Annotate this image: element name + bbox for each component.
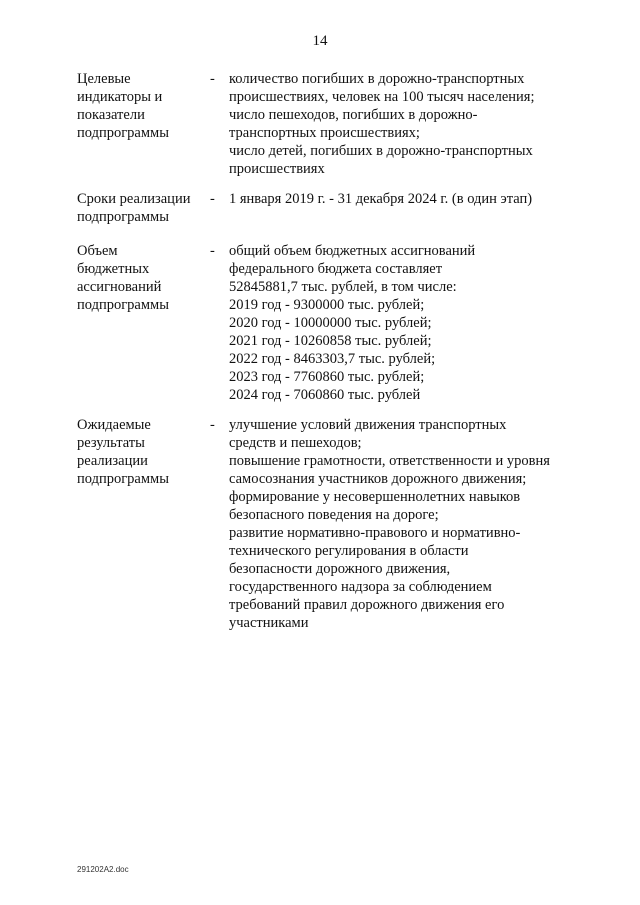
page-number: 14 <box>312 33 328 49</box>
section-label <box>77 416 202 488</box>
content-line: 2019 год - 9300000 тыс. рублей; <box>229 297 425 313</box>
content-line: количество погибших в дорожно-транспортных <box>229 71 525 87</box>
label-line: Сроки реализации <box>77 191 191 207</box>
content-line: государственного надзора за соблюдением <box>229 579 492 595</box>
content-line: 2021 год - 10260858 тыс. рублей; <box>229 333 432 349</box>
content-line: средств и пешеходов; <box>229 435 362 451</box>
section-dash: - <box>210 191 215 207</box>
label-line: результаты <box>77 435 145 451</box>
label-line: показатели <box>77 107 145 123</box>
content-line: самосознания участников дорожного движения; <box>229 471 527 487</box>
content-line: 2022 год - 8463303,7 тыс. рублей; <box>229 351 436 367</box>
label-line: бюджетных <box>77 261 150 277</box>
section-dash: - <box>210 71 215 87</box>
content-line: участниками <box>229 615 309 631</box>
section-content <box>229 242 569 404</box>
content-line: 52845881,7 тыс. рублей, в том числе: <box>229 279 457 295</box>
section-dash: - <box>210 417 215 433</box>
content-line: 2024 год - 7060860 тыс. рублей <box>229 387 421 403</box>
label-line: подпрограммы <box>77 297 169 313</box>
content-line: безопасности дорожного движения, <box>229 561 451 577</box>
section-dash: - <box>210 243 215 259</box>
content-line: федерального бюджета составляет <box>229 261 443 277</box>
label-line: подпрограммы <box>77 125 169 141</box>
content-line: формирование у несовершеннолетних навыков <box>229 489 521 505</box>
content-line: технического регулирования в области <box>229 543 469 559</box>
content-line: общий объем бюджетных ассигнований <box>229 243 476 259</box>
label-line: индикаторы и <box>77 89 163 105</box>
label-line: реализации <box>77 453 148 469</box>
label-line: ассигнований <box>77 279 162 295</box>
content-line: улучшение условий движения транспортных <box>229 417 507 433</box>
label-line: Целевые <box>77 71 131 87</box>
content-line: развитие нормативно-правового и нормативно- <box>229 525 521 541</box>
label-line: Объем <box>77 243 118 259</box>
content-line: происшествиях, человек на 100 тысяч населения; <box>229 89 535 105</box>
content-line: число детей, погибших в дорожно-транспортных <box>229 143 533 159</box>
section-label <box>77 242 202 314</box>
section-content <box>229 416 569 632</box>
content-line: транспортных происшествиях; <box>229 125 420 141</box>
content-line: безопасного поведения на дороге; <box>229 507 439 523</box>
label-line: подпрограммы <box>77 209 169 225</box>
content-line: 1 января 2019 г. - 31 декабря 2024 г. (в один этап) <box>229 191 533 207</box>
content-line: 2023 год - 7760860 тыс. рублей; <box>229 369 425 385</box>
section-content <box>229 70 569 178</box>
section-label <box>77 190 202 226</box>
footer-filename: 291202A2.doc <box>77 865 129 874</box>
section-content <box>229 190 569 208</box>
content-line: требований правил дорожного движения его <box>229 597 505 613</box>
label-line: Ожидаемые <box>77 417 151 433</box>
content-line: происшествиях <box>229 161 325 177</box>
content-line: повышение грамотности, ответственности и уровня <box>229 453 550 469</box>
section-label <box>77 70 202 142</box>
content-line: 2020 год - 10000000 тыс. рублей; <box>229 315 432 331</box>
label-line: подпрограммы <box>77 471 169 487</box>
content-line: число пешеходов, погибших в дорожно- <box>229 107 478 123</box>
